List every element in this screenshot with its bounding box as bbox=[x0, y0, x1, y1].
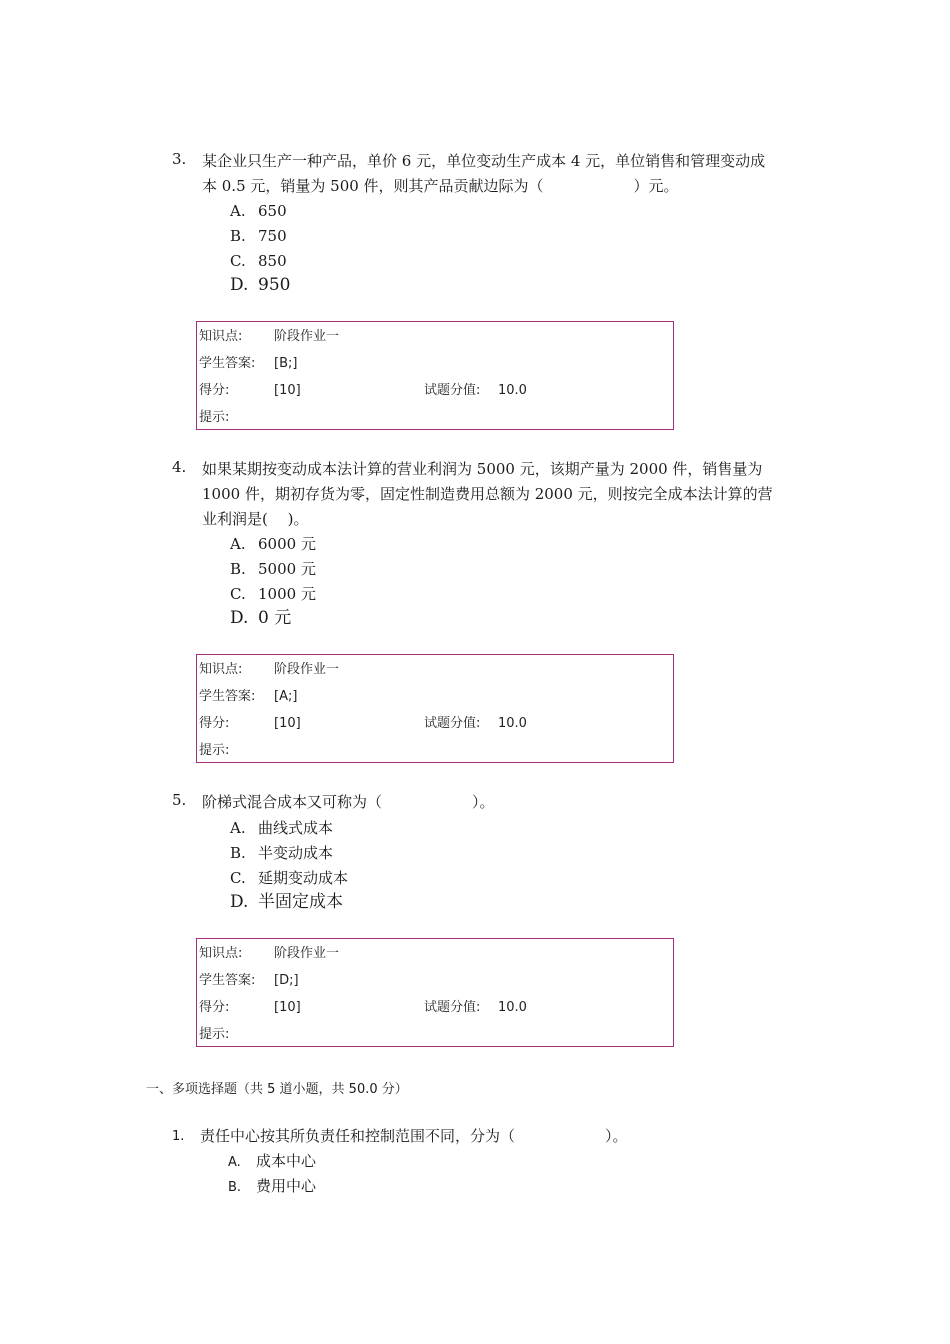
score-value: [10] bbox=[274, 1000, 301, 1015]
question-number: 4. bbox=[172, 458, 187, 476]
score-label: 得分: bbox=[199, 1000, 230, 1015]
knowledge-label: 知识点: bbox=[199, 662, 243, 677]
option-c[interactable]: C. 延期变动成本 bbox=[230, 869, 349, 887]
value-value: 10.0 bbox=[498, 383, 527, 398]
score-label: 得分: bbox=[199, 716, 230, 731]
answer-value: [B;] bbox=[274, 356, 298, 371]
value-value: 10.0 bbox=[498, 716, 527, 731]
answer-info-box bbox=[196, 321, 674, 430]
question-text: 责任中心按其所负责任和控制范围不同，分为（ ）。 bbox=[200, 1127, 628, 1145]
knowledge-value: 阶段作业一 bbox=[274, 662, 340, 677]
knowledge-label: 知识点: bbox=[199, 946, 243, 961]
answer-value: [A;] bbox=[274, 689, 298, 704]
answer-info-box bbox=[196, 938, 674, 1047]
question-text: 某企业只生产一种产品，单价 6 元，单位变动生产成本 4 元，单位销售和管理变动成 本 0.5 元，销量为 500 件，则其产品贡献边际为（ ）元。 bbox=[202, 152, 766, 195]
section-title: 一、多项选择题（共 5 道小题，共 50.0 分） bbox=[146, 1082, 408, 1097]
option-d[interactable]: D. 0 元 bbox=[230, 608, 292, 628]
knowledge-label: 知识点: bbox=[199, 329, 243, 344]
hint-label: 提示: bbox=[199, 410, 230, 425]
answer-label: 学生答案: bbox=[199, 689, 256, 704]
hint-label: 提示: bbox=[199, 743, 230, 758]
score-value: [10] bbox=[274, 716, 301, 731]
value-value: 10.0 bbox=[498, 1000, 527, 1015]
question-number: 5. bbox=[172, 791, 187, 809]
score-value: [10] bbox=[274, 383, 301, 398]
value-label: 试题分值: bbox=[424, 383, 481, 398]
option-c[interactable]: C. 1000 元 bbox=[230, 585, 316, 603]
score-label: 得分: bbox=[199, 383, 230, 398]
option-b[interactable]: B. 5000 元 bbox=[230, 560, 316, 578]
option-a[interactable]: A. 650 bbox=[230, 202, 287, 220]
option-d[interactable]: D. 半固定成本 bbox=[230, 892, 343, 912]
question-number: 3. bbox=[172, 150, 187, 168]
knowledge-value: 阶段作业一 bbox=[274, 329, 340, 344]
answer-label: 学生答案: bbox=[199, 973, 256, 988]
option-a[interactable]: A. 曲线式成本 bbox=[230, 819, 334, 837]
option-b[interactable]: B. 半变动成本 bbox=[230, 844, 334, 862]
hint-label: 提示: bbox=[199, 1027, 230, 1042]
value-label: 试题分值: bbox=[424, 1000, 481, 1015]
option-d[interactable]: D. 950 bbox=[230, 275, 291, 295]
answer-label: 学生答案: bbox=[199, 356, 256, 371]
question-number: 1. bbox=[172, 1129, 185, 1144]
option-b[interactable]: B. 750 bbox=[230, 227, 287, 245]
knowledge-value: 阶段作业一 bbox=[274, 946, 340, 961]
answer-value: [D;] bbox=[274, 973, 299, 988]
option-b[interactable]: B. 费用中心 bbox=[228, 1177, 317, 1195]
option-a[interactable]: A. 成本中心 bbox=[228, 1152, 317, 1170]
question-text: 阶梯式混合成本又可称为（ ）。 bbox=[202, 793, 495, 811]
question-text: 如果某期按变动成本法计算的营业利润为 5000 元，该期产量为 2000 件，销售量为 1000 件，期初存货为零，固定性制造费用总额为 2000 元，则按完全成本法计算的营 业利润是( )。 bbox=[202, 460, 773, 528]
answer-info-box bbox=[196, 654, 674, 763]
value-label: 试题分值: bbox=[424, 716, 481, 731]
option-a[interactable]: A. 6000 元 bbox=[230, 535, 316, 553]
option-c[interactable]: C. 850 bbox=[230, 252, 287, 270]
